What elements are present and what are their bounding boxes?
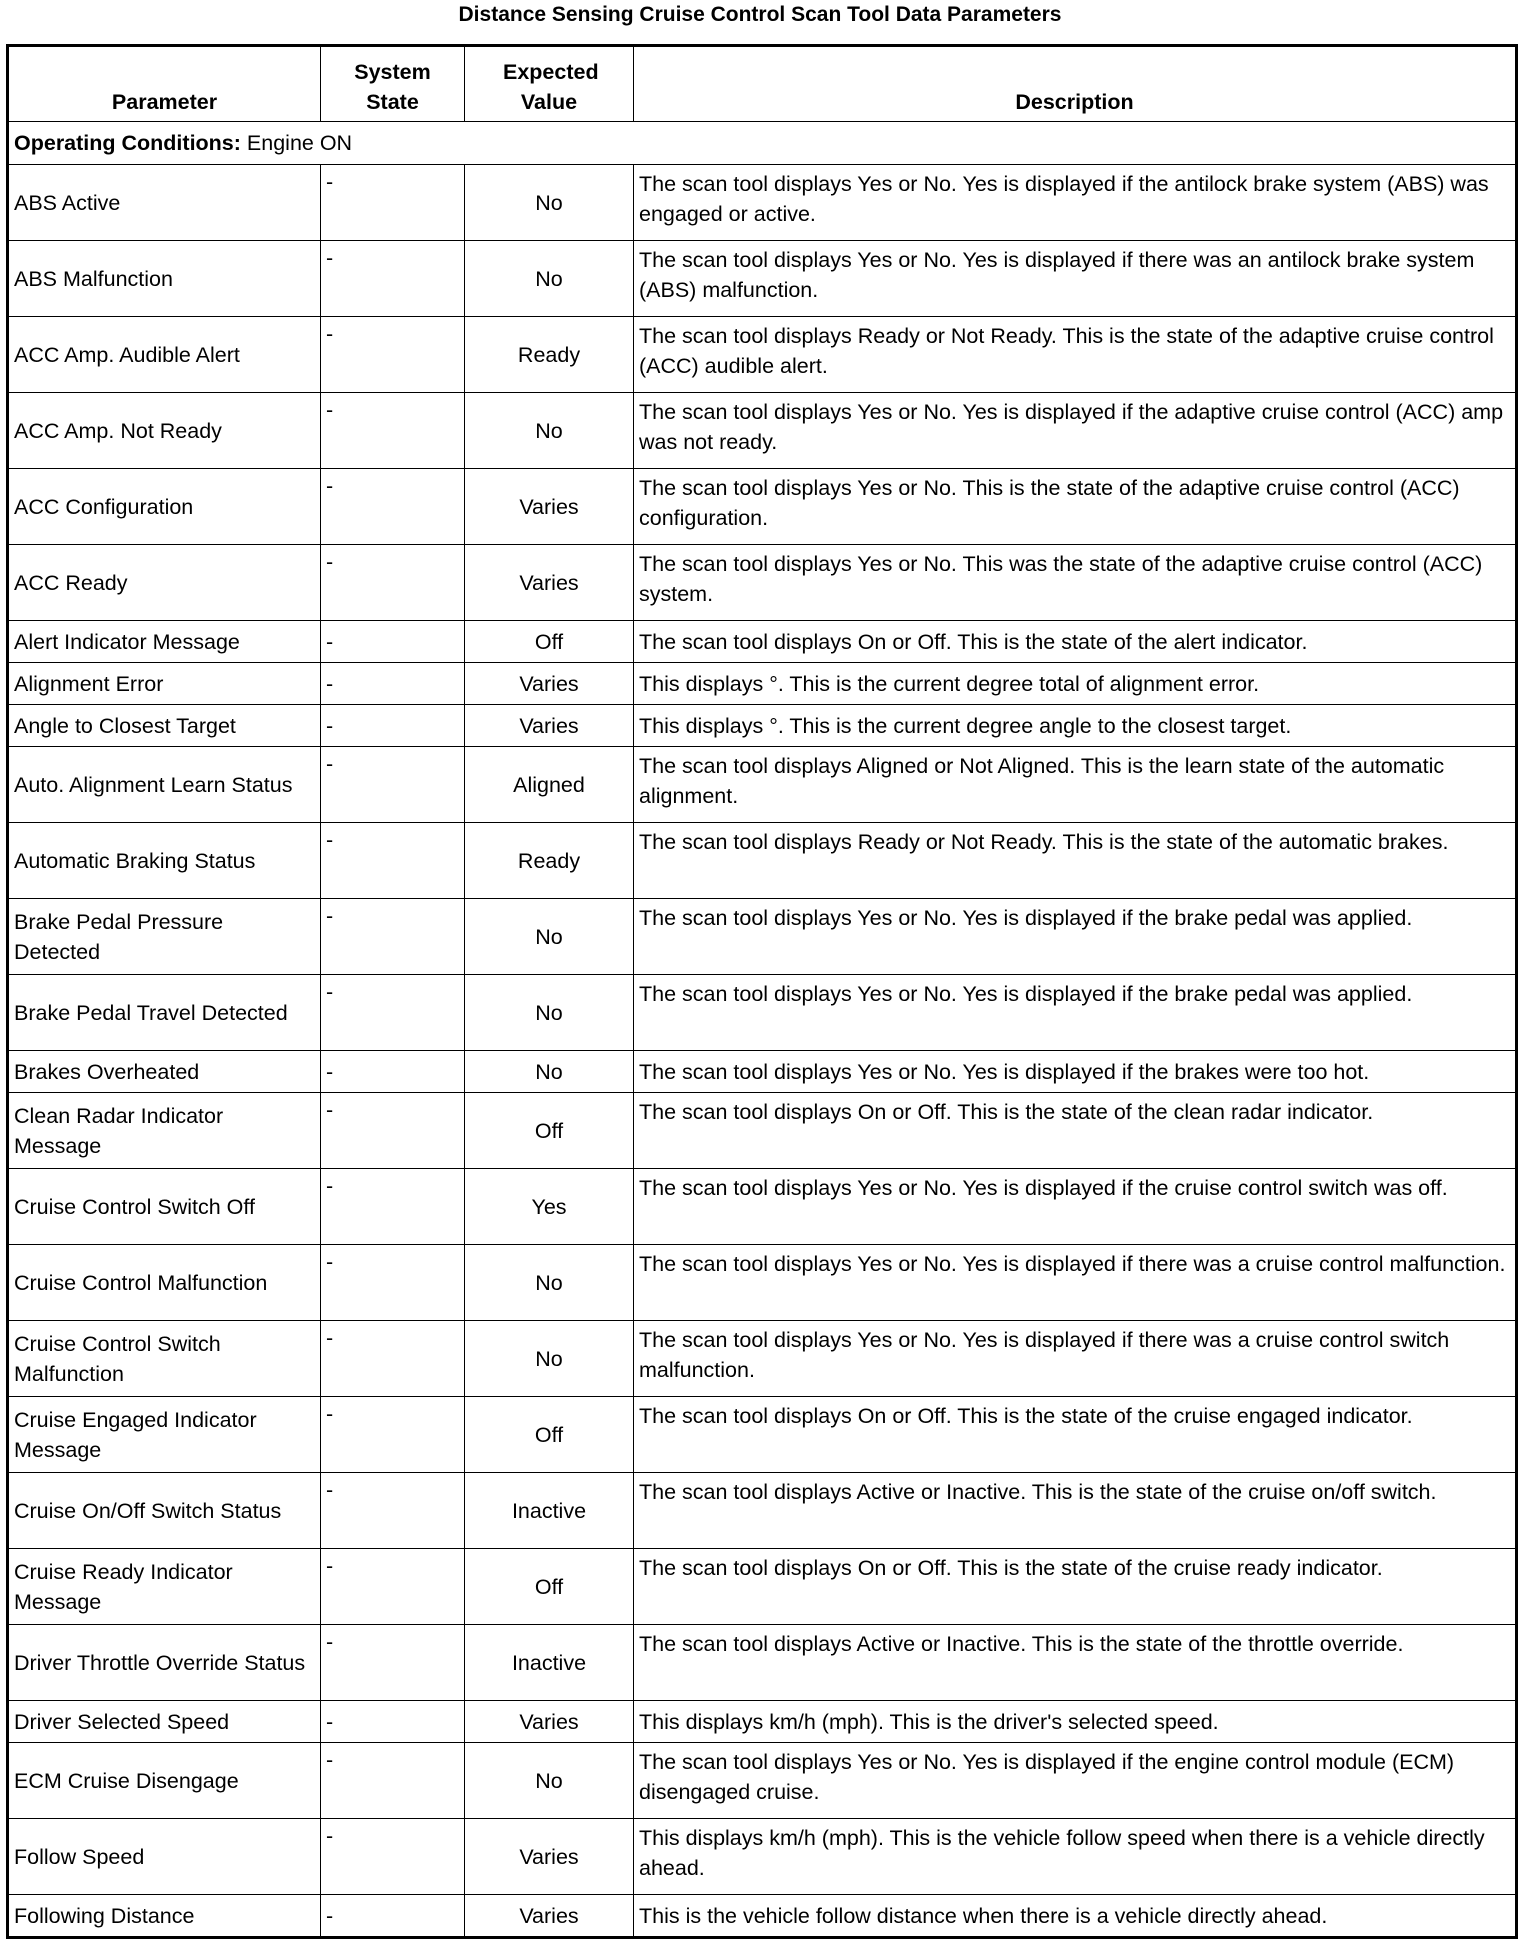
parameter-cell: Cruise On/Off Switch Status [8, 1473, 321, 1549]
description-cell: The scan tool displays Active or Inactive. This is the state of the throttle override. [634, 1625, 1517, 1701]
expected-value-cell: Varies [465, 1895, 634, 1938]
document-title: Distance Sensing Cruise Control Scan Tool Data Parameters [458, 3, 1062, 26]
header-row [8, 46, 1517, 122]
table-row [8, 1743, 1517, 1819]
expected-value-cell: No [465, 1245, 634, 1321]
description-cell: The scan tool displays Active or Inactive. This is the state of the cruise on/off switch. [634, 1473, 1517, 1549]
description-cell: The scan tool displays Yes or No. This was the state of the adaptive cruise control (ACC) system. [634, 545, 1517, 621]
table-row [8, 1169, 1517, 1245]
system-state-cell: - [321, 469, 465, 545]
table-row [8, 899, 1517, 975]
system-state-cell: - [321, 975, 465, 1051]
description-cell: The scan tool displays Yes or No. Yes is displayed if the brake pedal was applied. [634, 899, 1517, 975]
parameter-cell: Automatic Braking Status [8, 823, 321, 899]
system-state-cell: - [321, 663, 465, 705]
table-row [8, 1093, 1517, 1169]
parameter-cell: Follow Speed [8, 1819, 321, 1895]
description-cell: The scan tool displays Yes or No. Yes is displayed if the antilock brake system (ABS) was engaged or active. [634, 165, 1517, 241]
description-cell: This displays °. This is the current degree total of alignment error. [634, 663, 1517, 705]
parameter-cell: Driver Selected Speed [8, 1701, 321, 1743]
description-cell: The scan tool displays Yes or No. Yes is displayed if there was an antilock brake system (ABS) malfunction. [634, 241, 1517, 317]
parameter-cell: Cruise Control Switch Malfunction [8, 1321, 321, 1397]
description-cell: The scan tool displays Yes or No. Yes is displayed if there was a cruise control malfunction. [634, 1245, 1517, 1321]
parameter-cell: Alert Indicator Message [8, 621, 321, 663]
description-cell: This displays °. This is the current degree angle to the closest target. [634, 705, 1517, 747]
scan-tool-data-table [6, 44, 1518, 1939]
system-state-cell: - [321, 1625, 465, 1701]
parameter-cell: Angle to Closest Target [8, 705, 321, 747]
parameter-cell: Cruise Control Malfunction [8, 1245, 321, 1321]
parameter-cell: Cruise Ready Indicator Message [8, 1549, 321, 1625]
system-state-cell: - [321, 1169, 465, 1245]
operating-conditions-value: Engine ON [240, 131, 353, 155]
parameter-cell: ACC Amp. Audible Alert [8, 317, 321, 393]
expected-value-cell: Varies [465, 663, 634, 705]
parameter-cell: Brake Pedal Pressure Detected [8, 899, 321, 975]
expected-value-cell: Varies [465, 469, 634, 545]
system-state-cell: - [321, 1321, 465, 1397]
system-state-cell: - [321, 823, 465, 899]
parameter-cell: Cruise Control Switch Off [8, 1169, 321, 1245]
description-cell: The scan tool displays Ready or Not Ready. This is the state of the adaptive cruise control (ACC) audible alert. [634, 317, 1517, 393]
parameter-cell: Brake Pedal Travel Detected [8, 975, 321, 1051]
system-state-cell: - [321, 393, 465, 469]
table-row [8, 241, 1517, 317]
parameter-cell: Cruise Engaged Indicator Message [8, 1397, 321, 1473]
operating-conditions-label: Operating Conditions: [14, 131, 241, 155]
table-row [8, 621, 1517, 663]
parameter-cell: Brakes Overheated [8, 1051, 321, 1093]
table-row [8, 1625, 1517, 1701]
system-state-cell: - [321, 1245, 465, 1321]
operating-conditions-row [8, 122, 1517, 165]
expected-value-cell: No [465, 1321, 634, 1397]
expected-value-cell: Off [465, 1397, 634, 1473]
description-cell: The scan tool displays Ready or Not Ready. This is the state of the automatic brakes. [634, 823, 1517, 899]
description-cell: The scan tool displays Yes or No. Yes is displayed if the cruise control switch was off. [634, 1169, 1517, 1245]
table-row [8, 1397, 1517, 1473]
description-cell: This displays km/h (mph). This is the driver's selected speed. [634, 1701, 1517, 1743]
table-row [8, 469, 1517, 545]
system-state-cell: - [321, 1549, 465, 1625]
expected-value-cell: No [465, 899, 634, 975]
description-cell: The scan tool displays Yes or No. Yes is displayed if the engine control module (ECM) disengaged cruise. [634, 1743, 1517, 1819]
system-state-cell: - [321, 1473, 465, 1549]
table-row [8, 747, 1517, 823]
table-row [8, 393, 1517, 469]
expected-value-cell: Off [465, 1549, 634, 1625]
expected-value-cell: Varies [465, 1701, 634, 1743]
table-row [8, 1473, 1517, 1549]
description-cell: This is the vehicle follow distance when there is a vehicle directly ahead. [634, 1895, 1517, 1938]
header-description: Description [634, 46, 1517, 122]
table-row [8, 975, 1517, 1051]
expected-value-cell: Ready [465, 317, 634, 393]
system-state-cell: - [321, 1093, 465, 1169]
description-cell: The scan tool displays On or Off. This is the state of the alert indicator. [634, 621, 1517, 663]
parameter-cell: ACC Ready [8, 545, 321, 621]
parameter-cell: ACC Configuration [8, 469, 321, 545]
system-state-cell: - [321, 241, 465, 317]
system-state-cell: - [321, 1701, 465, 1743]
description-cell: The scan tool displays Yes or No. Yes is displayed if the brake pedal was applied. [634, 975, 1517, 1051]
description-cell: The scan tool displays On or Off. This is the state of the clean radar indicator. [634, 1093, 1517, 1169]
expected-value-cell: No [465, 165, 634, 241]
expected-value-cell: Varies [465, 1819, 634, 1895]
table-row [8, 705, 1517, 747]
table-row [8, 823, 1517, 899]
expected-value-cell: No [465, 1743, 634, 1819]
description-cell: The scan tool displays Aligned or Not Aligned. This is the learn state of the automatic alignment. [634, 747, 1517, 823]
description-cell: The scan tool displays Yes or No. Yes is displayed if the adaptive cruise control (ACC) amp was not ready. [634, 393, 1517, 469]
description-cell: This displays km/h (mph). This is the vehicle follow speed when there is a vehicle directly ahead. [634, 1819, 1517, 1895]
parameter-cell: Driver Throttle Override Status [8, 1625, 321, 1701]
description-cell: The scan tool displays Yes or No. Yes is displayed if there was a cruise control switch malfunction. [634, 1321, 1517, 1397]
system-state-cell: - [321, 1397, 465, 1473]
header-expected-value: Expected Value [465, 46, 634, 122]
expected-value-cell: No [465, 975, 634, 1051]
table-row [8, 317, 1517, 393]
parameter-cell: Following Distance [8, 1895, 321, 1938]
parameter-cell: ACC Amp. Not Ready [8, 393, 321, 469]
system-state-cell: - [321, 899, 465, 975]
expected-value-cell: Inactive [465, 1473, 634, 1549]
table-row [8, 1819, 1517, 1895]
expected-value-cell: Off [465, 1093, 634, 1169]
parameter-cell: Alignment Error [8, 663, 321, 705]
system-state-cell: - [321, 705, 465, 747]
system-state-cell: - [321, 1819, 465, 1895]
table-row [8, 1245, 1517, 1321]
table-row [8, 663, 1517, 705]
operating-conditions [8, 122, 1517, 165]
table-row [8, 1321, 1517, 1397]
expected-value-cell: No [465, 393, 634, 469]
system-state-cell: - [321, 317, 465, 393]
system-state-cell: - [321, 1743, 465, 1819]
system-state-cell: - [321, 545, 465, 621]
description-cell: The scan tool displays On or Off. This is the state of the cruise ready indicator. [634, 1549, 1517, 1625]
table-row [8, 1549, 1517, 1625]
parameter-cell: Auto. Alignment Learn Status [8, 747, 321, 823]
system-state-cell: - [321, 1051, 465, 1093]
expected-value-cell: No [465, 241, 634, 317]
table-row [8, 1701, 1517, 1743]
description-cell: The scan tool displays On or Off. This is the state of the cruise engaged indicator. [634, 1397, 1517, 1473]
system-state-cell: - [321, 621, 465, 663]
table-row [8, 1051, 1517, 1093]
parameter-cell: ABS Malfunction [8, 241, 321, 317]
table-row [8, 165, 1517, 241]
table-row [8, 545, 1517, 621]
description-cell: The scan tool displays Yes or No. This is the state of the adaptive cruise control (ACC) configuration. [634, 469, 1517, 545]
description-cell: The scan tool displays Yes or No. Yes is displayed if the brakes were too hot. [634, 1051, 1517, 1093]
table-row [8, 1895, 1517, 1938]
expected-value-cell: Ready [465, 823, 634, 899]
header-system-state: System State [321, 46, 465, 122]
expected-value-cell: Varies [465, 705, 634, 747]
system-state-cell: - [321, 165, 465, 241]
parameter-cell: Clean Radar Indicator Message [8, 1093, 321, 1169]
expected-value-cell: Varies [465, 545, 634, 621]
expected-value-cell: Aligned [465, 747, 634, 823]
expected-value-cell: Off [465, 621, 634, 663]
expected-value-cell: Yes [465, 1169, 634, 1245]
expected-value-cell: Inactive [465, 1625, 634, 1701]
parameter-cell: ECM Cruise Disengage [8, 1743, 321, 1819]
expected-value-cell: No [465, 1051, 634, 1093]
parameter-cell: ABS Active [8, 165, 321, 241]
header-parameter: Parameter [8, 46, 321, 122]
system-state-cell: - [321, 1895, 465, 1938]
system-state-cell: - [321, 747, 465, 823]
